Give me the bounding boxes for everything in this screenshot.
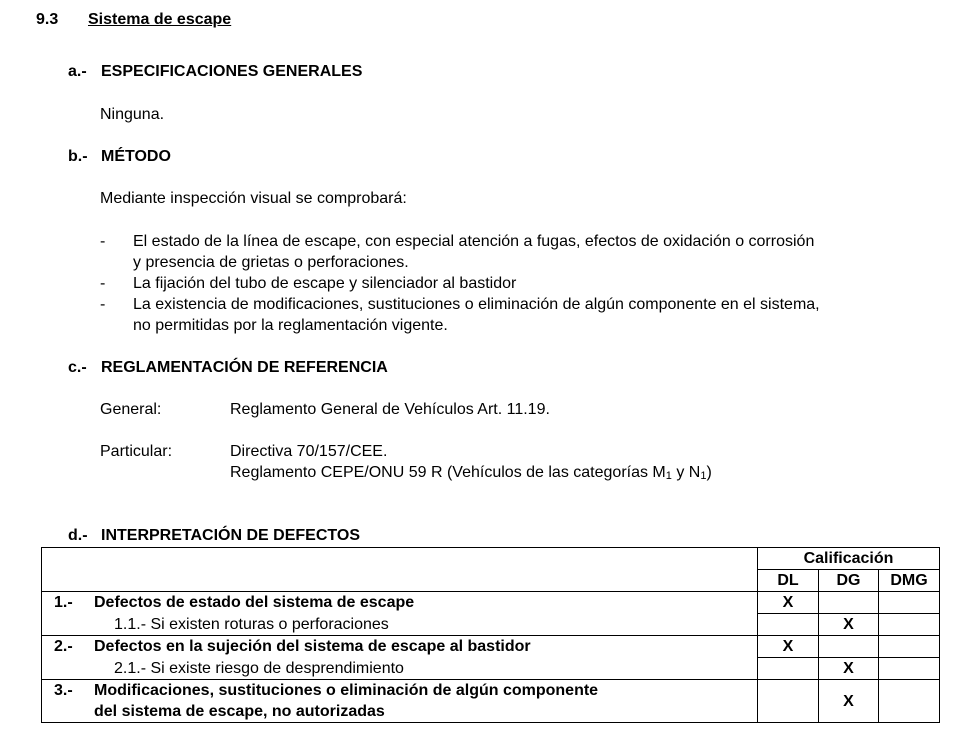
- dg-mark: [819, 592, 879, 614]
- dmg-mark: [879, 658, 940, 680]
- defect-text: Modificaciones, sustituciones o eliminación de algún componente: [94, 682, 599, 699]
- defect-text: 2.1.- Si existe riesgo de desprendimiento: [114, 659, 404, 677]
- subsection-a-letter: a.-: [68, 63, 87, 80]
- defect-description: [42, 636, 758, 658]
- bullet-dash: -: [100, 296, 106, 313]
- reference-particular-label: Particular:: [100, 443, 173, 460]
- reference-text-part: y N: [671, 464, 701, 481]
- subsection-b-title: MÉTODO: [101, 148, 171, 165]
- subsection-c-title: REGLAMENTACIÓN DE REFERENCIA: [101, 359, 388, 376]
- column-header-dg: DG: [819, 570, 879, 592]
- dmg-mark: [879, 636, 940, 658]
- bullet-item-3-line1: La existencia de modificaciones, sustituciones o eliminación de algún componente en el sistema,: [133, 296, 820, 313]
- table-header-row: [42, 548, 940, 570]
- bullet-dash: -: [100, 275, 106, 292]
- dg-mark: X: [819, 658, 879, 680]
- method-intro: Mediante inspección visual se comprobará:: [100, 190, 407, 207]
- dmg-mark: [879, 680, 940, 723]
- subscript: 1: [700, 470, 707, 482]
- subscript: 1: [665, 470, 672, 482]
- defect-description: [42, 680, 758, 723]
- defect-text: Defectos de estado del sistema de escape: [94, 594, 415, 612]
- defect-number: 1.-: [54, 594, 73, 612]
- bullet-item-1-line2: y presencia de grietas o perforaciones.: [133, 254, 409, 271]
- defects-table: [41, 547, 940, 723]
- dmg-mark: [879, 614, 940, 636]
- column-header-dmg: DMG: [879, 570, 940, 592]
- defect-number: 2.-: [54, 638, 73, 656]
- qualification-header: Calificación: [758, 548, 940, 570]
- defect-text: del sistema de escape, no autorizadas: [94, 703, 385, 720]
- section-number: 9.3: [36, 11, 59, 28]
- column-header-dl: DL: [758, 570, 819, 592]
- reference-text-part: Reglamento CEPE/ONU 59 R (Vehículos de las categorías M: [230, 464, 666, 481]
- table-row: [42, 636, 940, 658]
- table-row: [42, 614, 940, 636]
- bullet-dash: -: [100, 233, 106, 250]
- reference-general-value: Reglamento General de Vehículos Art. 11.19.: [230, 401, 550, 418]
- reference-particular-line2: [230, 462, 712, 487]
- reference-particular-line1: Directiva 70/157/CEE.: [230, 443, 388, 460]
- section-title: Sistema de escape: [88, 11, 232, 28]
- reference-text-part: ): [706, 464, 712, 481]
- bullet-item-2-line1: La fijación del tubo de escape y silenciador al bastidor: [133, 275, 517, 292]
- dmg-mark: [879, 592, 940, 614]
- dl-mark: X: [758, 636, 819, 658]
- reference-general-label: General:: [100, 401, 162, 418]
- defect-number: 3.-: [54, 682, 73, 699]
- subsection-a-title: ESPECIFICACIONES GENERALES: [101, 63, 363, 80]
- dl-mark: [758, 680, 819, 723]
- bullet-item-1-line1: El estado de la línea de escape, con especial atención a fugas, efectos de oxidación o corrosión: [133, 233, 815, 250]
- dl-mark: [758, 658, 819, 680]
- subsection-d-letter: d.-: [68, 527, 88, 544]
- defect-text: 1.1.- Si existen roturas o perforaciones: [114, 615, 389, 633]
- subsection-a-text: Ninguna.: [100, 106, 165, 123]
- table-row: [42, 592, 940, 614]
- defect-text: Defectos en la sujeción del sistema de escape al bastidor: [94, 638, 531, 656]
- dg-mark: [819, 636, 879, 658]
- table-row: [42, 658, 940, 680]
- dg-mark: X: [819, 614, 879, 636]
- defect-description: [42, 658, 758, 680]
- defect-description: [42, 614, 758, 636]
- dl-mark: X: [758, 592, 819, 614]
- table-row: [42, 680, 940, 723]
- dl-mark: [758, 614, 819, 636]
- header-blank-cell: [42, 548, 758, 592]
- subsection-b-letter: b.-: [68, 148, 88, 165]
- defect-description: [42, 592, 758, 614]
- subsection-d-title: INTERPRETACIÓN DE DEFECTOS: [101, 527, 360, 544]
- bullet-item-3-line2: no permitidas por la reglamentación vigente.: [133, 317, 448, 334]
- subsection-c-letter: c.-: [68, 359, 87, 376]
- dg-mark: X: [819, 680, 879, 723]
